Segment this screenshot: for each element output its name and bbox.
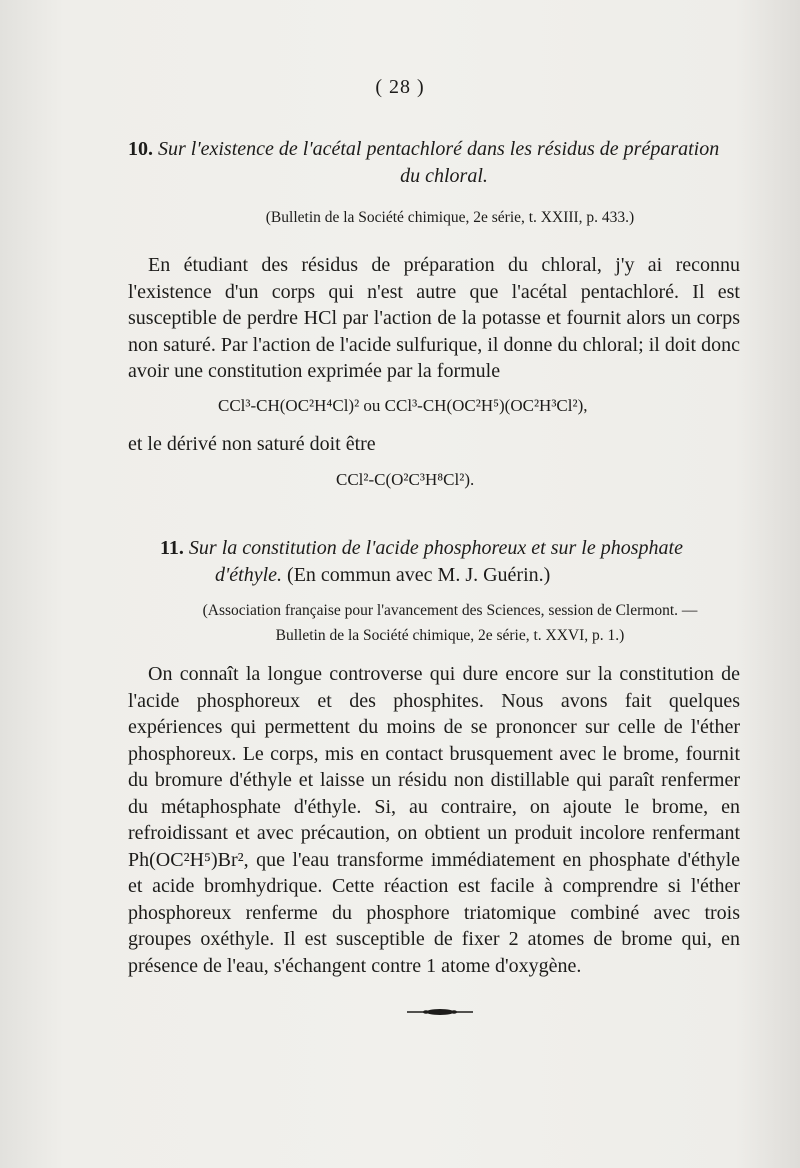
section-10-title-line1: Sur l'existence de l'acétal pentachloré dans les résidus de préparation <box>158 138 720 160</box>
section-11-title-line2-italic: d'éthyle. <box>215 564 283 586</box>
section-10-formula-2: CCl²-C(O²C³H⁸Cl²). <box>336 470 475 489</box>
section-11-reference <box>150 598 750 648</box>
section-10-paragraph: En étudiant des résidus de préparation du chloral, j'y ai reconnu l'existence d'un corps qui n'est autre que l'acétal pentachloré. Il est susceptible de perdre HCl par l'action de la potasse et fournit alors un corps non saturé. Par l'action de l'acide sulfurique, il donne du chloral; il doit donc avoir une constitution exprimée par la formule <box>128 254 740 382</box>
section-11-title-line2-rest: (En commun avec M. J. Guérin.) <box>287 564 551 586</box>
section-11-number: 11. <box>160 537 184 559</box>
section-10-title <box>128 136 760 190</box>
section-10-connector: et le dérivé non saturé doit être <box>128 433 376 455</box>
section-11-title-line1: Sur la constitution de l'acide phosphoreux et sur le phosphate <box>188 537 683 559</box>
section-10-title-line2: du chloral. <box>400 165 488 187</box>
section-10-reference: (Bulletin de la Société chimique, 2e série, t. XXIII, p. 433.) <box>265 209 635 226</box>
section-10-formula-1: CCl³-CH(OC²H⁴Cl)² ou CCl³-CH(OC²H⁵)(OC²H³Cl²), <box>218 396 588 415</box>
section-11-reference-line2: Bulletin de la Société chimique, 2e série, t. XXVI, p. 1.) <box>275 627 625 644</box>
section-11-paragraph: On connaît la longue controverse qui dure encore sur la constitution de l'acide phosphoreux et des phosphites. Nous avons fait quelques expériences qui permettent du moins de se prononcer sur celle de l'éther phosphoreux. Le corps, mis en contact brusquement avec le brome, fournit du bromure d'éthyle et laisse un résidu non distillable qui paraît renfermer du métaphosphate d'éthyle. Si, au contraire, on ajoute le brome, en refroidissant et avec précaution, on obtient un produit incolore renfermant Ph(OC²H⁵)Br², que l'eau transforme immédiatement en phosphate d'éthyle et acide bromhydrique. Cette réaction est facile à comprendre si l'éther phosphoreux renferme du phosphore triatomique combiné avec trois groupes oxéthyle. Il est susceptible de fixer 2 atomes de brome qui, en présence de l'eau, s'échangent contre 1 atome d'oxygène. <box>128 663 740 977</box>
page-number: ( 28 ) <box>375 76 425 98</box>
section-11-title <box>160 535 740 589</box>
section-11-reference-line1: (Association française pour l'avancement des Sciences, session de Clermont. — <box>202 602 698 619</box>
section-10-number: 10. <box>128 138 153 160</box>
ornament-divider <box>405 1007 475 1017</box>
